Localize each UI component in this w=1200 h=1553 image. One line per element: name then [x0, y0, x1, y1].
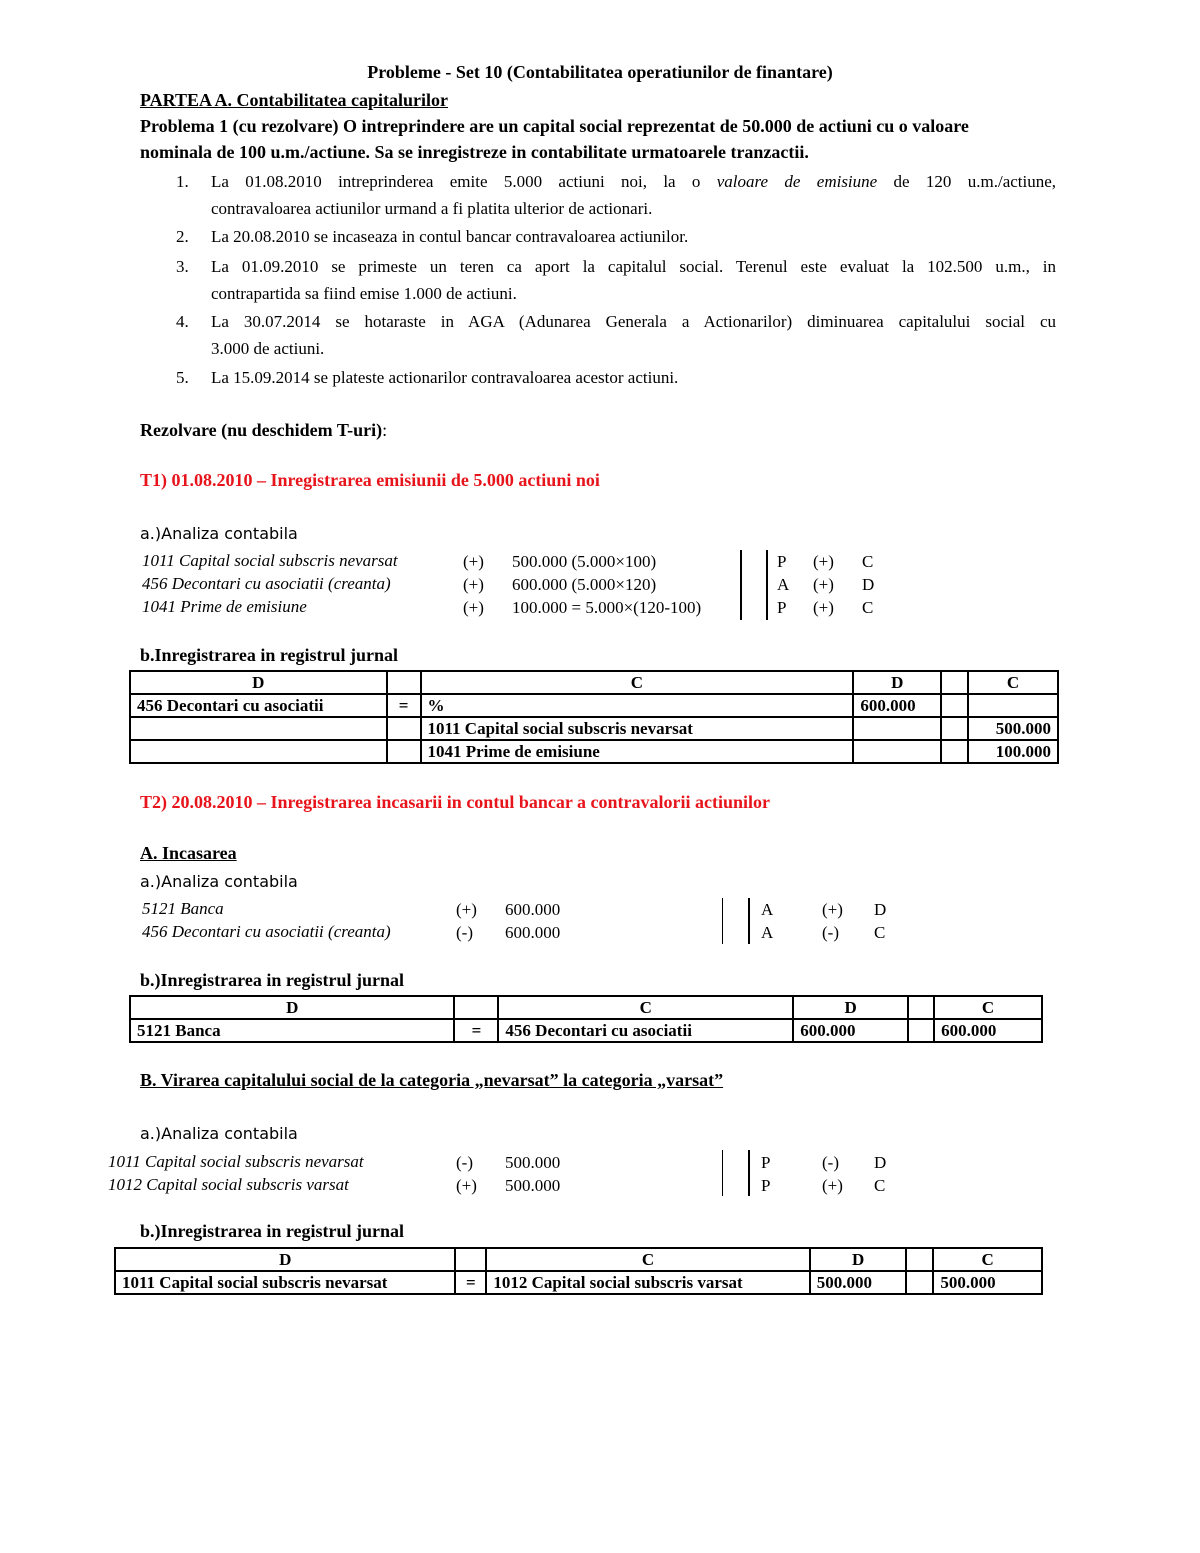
cell-equals	[387, 717, 421, 740]
header-blank	[941, 671, 968, 694]
header-credit-amount: C	[934, 996, 1042, 1019]
list-number: 2.	[176, 227, 189, 246]
header-credit-amount: C	[968, 671, 1058, 694]
list-number: 3.	[176, 257, 189, 276]
analysis-account: 1011 Capital social subscris nevarsat	[108, 1152, 364, 1171]
table-row	[130, 717, 1058, 740]
list-number: 4.	[176, 312, 189, 331]
list-item: La 15.09.2014 se plateste actionarilor contravaloarea acestor actiuni.	[211, 368, 679, 387]
analysis-effect: (+)	[822, 900, 843, 919]
table-header-row	[130, 671, 1058, 694]
t2-part-b-journal-table	[114, 1247, 1043, 1295]
cell-debit-amount: 600.000	[853, 694, 941, 717]
header-debit-amount: D	[793, 996, 908, 1019]
list-item-italic: valoare de emisiune	[716, 172, 878, 191]
header-credit: C	[486, 1248, 809, 1271]
list-number: 5.	[176, 368, 189, 387]
cell-blank	[908, 1019, 934, 1042]
analysis-amount: 600.000	[505, 900, 561, 919]
t2-title: T2) 20.08.2010 – Inregistrarea incasarii in contul bancar a contravalorii actiunilor	[140, 792, 770, 812]
cell-credit-amount	[968, 694, 1058, 717]
analysis-type: A	[761, 900, 774, 919]
part-heading: PARTEA A. Contabilitatea capitalurilor	[140, 90, 449, 110]
cell-credit-amount: 100.000	[968, 740, 1058, 763]
analysis-effect: (+)	[813, 598, 834, 617]
analysis-amount: 600.000 (5.000×120)	[512, 575, 657, 594]
header-credit-amount: C	[933, 1248, 1042, 1271]
cell-credit-account: 1041 Prime de emisiune	[421, 740, 854, 763]
header-blank	[908, 996, 934, 1019]
header-debit-amount: D	[853, 671, 941, 694]
table-row	[130, 694, 1058, 717]
analysis-account: 1011 Capital social subscris nevarsat	[142, 551, 398, 570]
t2-part-b-analysis-label: a.)Analiza contabila	[140, 1124, 298, 1143]
analysis-account: 456 Decontari cu asociatii (creanta)	[142, 574, 391, 593]
cell-credit-account: 456 Decontari cu asociatii	[498, 1019, 793, 1042]
analysis-type: A	[777, 575, 790, 594]
analysis-side: C	[862, 552, 874, 571]
list-item-continuation: contravaloarea actiunilor urmand a fi platita ulterior de actionari.	[211, 199, 653, 218]
list-item	[211, 168, 1056, 196]
t2-part-a-title: A. Incasarea	[140, 843, 237, 863]
header-blank	[906, 1248, 933, 1271]
analysis-sign: (+)	[456, 1176, 477, 1195]
cell-debit-account: 456 Decontari cu asociatii	[130, 694, 387, 717]
table-header-row	[115, 1248, 1042, 1271]
cell-debit-account	[130, 740, 387, 763]
header-blank	[455, 1248, 486, 1271]
cell-equals: =	[387, 694, 421, 717]
cell-equals: =	[455, 1271, 486, 1294]
cell-credit-account: 1012 Capital social subscris varsat	[486, 1271, 809, 1294]
analysis-divider	[748, 1150, 750, 1196]
analysis-divider	[748, 898, 750, 944]
header-debit: D	[130, 996, 454, 1019]
cell-credit-amount: 500.000	[933, 1271, 1042, 1294]
analysis-sign: (+)	[463, 598, 484, 617]
analysis-effect: (+)	[813, 552, 834, 571]
header-blank	[454, 996, 498, 1019]
t1-journal-label: b.Inregistrarea in registrul jurnal	[140, 645, 398, 665]
analysis-divider	[722, 1150, 723, 1196]
analysis-divider	[722, 898, 723, 944]
analysis-type: P	[777, 598, 787, 617]
analysis-sign: (+)	[463, 552, 484, 571]
t2-part-a-journal-table	[129, 995, 1043, 1043]
t2-part-a-journal-label: b.)Inregistrarea in registrul jurnal	[140, 970, 404, 990]
analysis-amount: 600.000	[505, 923, 561, 942]
analysis-account: 1041 Prime de emisiune	[142, 597, 307, 616]
analysis-effect: (-)	[822, 1153, 839, 1172]
cell-debit-account: 1011 Capital social subscris nevarsat	[115, 1271, 455, 1294]
cell-debit-amount: 500.000	[810, 1271, 907, 1294]
analysis-effect: (+)	[822, 1176, 843, 1195]
analysis-amount: 100.000 = 5.000×(120-100)	[512, 598, 702, 617]
list-item-continuation: contrapartida sa fiind emise 1.000 de actiuni.	[211, 284, 517, 303]
cell-blank	[941, 740, 968, 763]
list-item-text: La 01.08.2010 intreprinderea emite 5.000 actiuni noi, la o	[211, 172, 701, 191]
cell-debit-account	[130, 717, 387, 740]
t2-part-b-title: B. Virarea capitalului social de la categoria „nevarsat” la categoria „varsat”	[140, 1070, 724, 1090]
analysis-divider	[740, 550, 742, 620]
cell-blank	[941, 717, 968, 740]
analysis-account: 456 Decontari cu asociatii (creanta)	[142, 922, 391, 941]
cell-debit-amount	[853, 740, 941, 763]
cell-credit-amount: 500.000	[968, 717, 1058, 740]
cell-equals: =	[454, 1019, 498, 1042]
table-row	[115, 1271, 1042, 1294]
analysis-account: 1012 Capital social subscris varsat	[108, 1175, 349, 1194]
header-debit: D	[115, 1248, 455, 1271]
list-item: La 30.07.2014 se hotaraste in AGA (Adunarea Generala a Actionarilor) diminuarea capitalului social cu	[211, 312, 1056, 331]
analysis-amount: 500.000	[505, 1153, 561, 1172]
analysis-effect: (+)	[813, 575, 834, 594]
analysis-side: D	[874, 1153, 887, 1172]
list-item-continuation: 3.000 de actiuni.	[211, 339, 325, 358]
cell-blank	[906, 1271, 933, 1294]
analysis-side: C	[862, 598, 874, 617]
analysis-side: C	[874, 923, 886, 942]
analysis-type: P	[777, 552, 787, 571]
t2-part-a-analysis-label: a.)Analiza contabila	[140, 872, 298, 891]
cell-credit-amount: 600.000	[934, 1019, 1042, 1042]
header-debit: D	[130, 671, 387, 694]
analysis-side: D	[874, 900, 887, 919]
t1-analysis-label: a.)Analiza contabila	[140, 524, 298, 543]
cell-debit-account: 5121 Banca	[130, 1019, 454, 1042]
analysis-sign: (+)	[463, 575, 484, 594]
analysis-amount: 500.000	[505, 1176, 561, 1195]
header-blank	[387, 671, 421, 694]
analysis-effect: (-)	[822, 923, 839, 942]
analysis-side: C	[874, 1176, 886, 1195]
list-number: 1.	[176, 172, 189, 191]
analysis-sign: (+)	[456, 900, 477, 919]
list-item: La 20.08.2010 se incaseaza in contul bancar contravaloarea actiunilor.	[211, 227, 689, 246]
resolution-heading	[140, 420, 387, 441]
list-item-text: de 120 u.m./actiune,	[893, 172, 1057, 191]
resolution-heading-colon: :	[382, 420, 388, 440]
analysis-sign: (-)	[456, 1153, 473, 1172]
table-row	[130, 740, 1058, 763]
header-credit: C	[421, 671, 854, 694]
cell-credit-account: 1011 Capital social subscris nevarsat	[421, 717, 854, 740]
page-title: Probleme - Set 10 (Contabilitatea operatiunilor de finantare)	[367, 62, 833, 82]
header-debit-amount: D	[810, 1248, 907, 1271]
problem-statement-line-1: Problema 1 (cu rezolvare) O intreprindere are un capital social reprezentat de 50.000 de actiuni cu o valoare	[140, 116, 969, 136]
cell-credit-account: %	[421, 694, 854, 717]
analysis-type: P	[761, 1153, 771, 1172]
analysis-sign: (-)	[456, 923, 473, 942]
table-header-row	[130, 996, 1042, 1019]
analysis-account: 5121 Banca	[142, 899, 224, 918]
table-row	[130, 1019, 1042, 1042]
problem-statement-line-2: nominala de 100 u.m./actiune. Sa se inregistreze in contabilitate urmatoarele tranzactii.	[140, 142, 809, 162]
cell-equals	[387, 740, 421, 763]
cell-debit-amount	[853, 717, 941, 740]
analysis-type: A	[761, 923, 774, 942]
analysis-amount: 500.000 (5.000×100)	[512, 552, 657, 571]
analysis-side: D	[862, 575, 875, 594]
cell-debit-amount: 600.000	[793, 1019, 908, 1042]
cell-blank	[941, 694, 968, 717]
resolution-heading-bold: Rezolvare (nu deschidem T-uri)	[140, 420, 383, 440]
t1-title: T1) 01.08.2010 – Inregistrarea emisiunii de 5.000 actiuni noi	[140, 470, 600, 490]
analysis-type: P	[761, 1176, 771, 1195]
header-credit: C	[498, 996, 793, 1019]
t1-journal-table	[129, 670, 1059, 764]
t2-part-b-journal-label: b.)Inregistrarea in registrul jurnal	[140, 1221, 404, 1241]
list-item: La 01.09.2010 se primeste un teren ca aport la capitalul social. Terenul este evaluat la 102.500 u.m., in	[211, 257, 1056, 276]
analysis-divider	[766, 550, 768, 620]
